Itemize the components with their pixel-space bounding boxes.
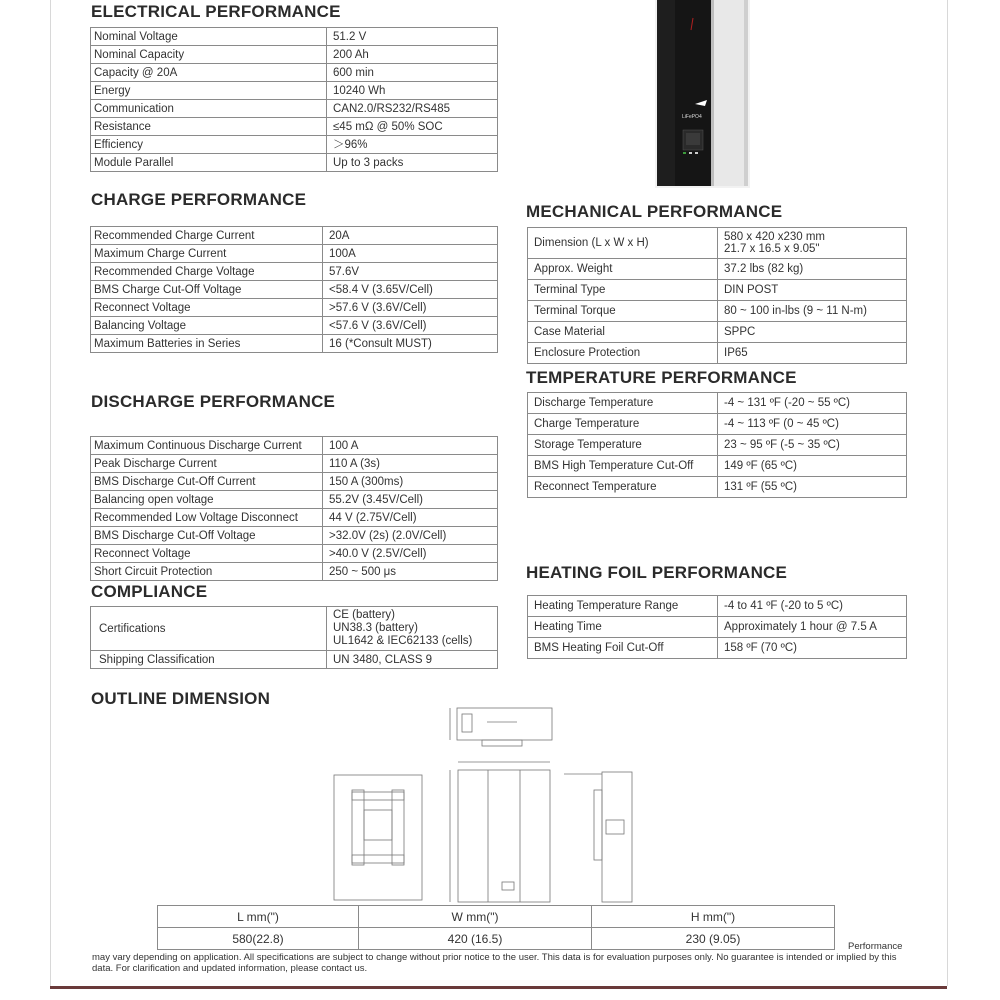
discharge-table	[90, 436, 498, 581]
spec-value: 110 A (3s)	[323, 455, 498, 473]
performance-note: Performance	[848, 941, 903, 952]
table-row	[91, 509, 498, 527]
dimension-label: Dimension (L x W x H)	[528, 228, 718, 259]
spec-label: Reconnect Voltage	[91, 545, 323, 563]
spec-label: Peak Discharge Current	[91, 455, 323, 473]
spec-value: 20A	[323, 227, 498, 245]
table-row	[528, 638, 907, 659]
table-row	[528, 596, 907, 617]
spec-value: 57.6V	[323, 263, 498, 281]
spec-value: DIN POST	[718, 280, 907, 301]
battery-product-image	[655, 0, 750, 188]
mechanical-heading: MECHANICAL PERFORMANCE	[526, 202, 783, 221]
electrical-table	[90, 27, 498, 172]
spec-label: Discharge Temperature	[528, 393, 718, 414]
temperature-heading: TEMPERATURE PERFORMANCE	[526, 368, 797, 387]
table-row	[91, 437, 498, 455]
spec-value: 600 min	[327, 64, 498, 82]
shipping-label: Shipping Classification	[91, 651, 327, 669]
table-row	[528, 456, 907, 477]
spec-label: Nominal Capacity	[91, 46, 327, 64]
spec-label: Reconnect Temperature	[528, 477, 718, 498]
spec-label: Heating Time	[528, 617, 718, 638]
table-row	[91, 281, 498, 299]
spec-label: BMS High Temperature Cut-Off	[528, 456, 718, 477]
discharge-heading: DISCHARGE PERFORMANCE	[91, 392, 336, 411]
spec-value: ≤45 mΩ @ 50% SOC	[327, 118, 498, 136]
table-row	[91, 651, 498, 669]
spec-label: Enclosure Protection	[528, 343, 718, 364]
dimension-imperial: 21.7 x 16.5 x 9.05"	[724, 243, 820, 255]
height-value: 230 (9.05)	[592, 928, 835, 950]
spec-value: <57.6 V (3.6V/Cell)	[323, 317, 498, 335]
bottom-rule	[50, 986, 947, 989]
length-value: 580(22.8)	[158, 928, 359, 950]
compliance-table	[90, 606, 498, 669]
spec-label: Terminal Torque	[528, 301, 718, 322]
spec-value: 80 ~ 100 in-lbs (9 ~ 11 N-m)	[718, 301, 907, 322]
spec-label: Resistance	[91, 118, 327, 136]
spec-label: Terminal Type	[528, 280, 718, 301]
disclaimer-text: may vary depending on application. All specifications are subject to change without prior notice to the user. This data is for evaluation purposes only. No guarantee is intended or implied by this data. For clarification and updated information, please contact us.	[92, 952, 897, 974]
outline-dimension-table	[157, 905, 835, 950]
spec-value: >57.6 V (3.6V/Cell)	[323, 299, 498, 317]
certifications-value	[327, 607, 498, 651]
table-row	[91, 136, 498, 154]
table-row	[91, 82, 498, 100]
spec-value: >32.0V (2s) (2.0V/Cell)	[323, 527, 498, 545]
spec-label: Maximum Charge Current	[91, 245, 323, 263]
charge-heading: CHARGE PERFORMANCE	[91, 190, 307, 209]
spec-label: Energy	[91, 82, 327, 100]
spec-value: -4 ~ 113 ºF (0 ~ 45 ºC)	[718, 414, 907, 435]
table-row	[528, 322, 907, 343]
outline-heading: OUTLINE DIMENSION	[91, 689, 271, 708]
table-row	[91, 317, 498, 335]
spec-label: BMS Discharge Cut-Off Current	[91, 473, 323, 491]
table-row	[91, 299, 498, 317]
spec-value: 100A	[323, 245, 498, 263]
spec-label: Case Material	[528, 322, 718, 343]
spec-label: Maximum Continuous Discharge Current	[91, 437, 323, 455]
spec-label: Charge Temperature	[528, 414, 718, 435]
spec-label: Recommended Low Voltage Disconnect	[91, 509, 323, 527]
spec-label: Capacity @ 20A	[91, 64, 327, 82]
spec-value: >40.0 V (2.5V/Cell)	[323, 545, 498, 563]
table-row	[91, 563, 498, 581]
spec-label: Heating Temperature Range	[528, 596, 718, 617]
spec-label: Storage Temperature	[528, 435, 718, 456]
table-row	[91, 245, 498, 263]
spec-label: BMS Charge Cut-Off Voltage	[91, 281, 323, 299]
product-label: LiFePO4	[682, 114, 702, 120]
spec-label: Reconnect Voltage	[91, 299, 323, 317]
certification-item: UN38.3 (battery)	[333, 622, 419, 634]
table-row	[91, 607, 498, 651]
spec-value: 149 ºF (65 ºC)	[718, 456, 907, 477]
spec-value: <58.4 V (3.65V/Cell)	[323, 281, 498, 299]
spec-value: 131 ºF (55 ºC)	[718, 477, 907, 498]
compliance-heading: COMPLIANCE	[91, 582, 208, 601]
spec-value: SPPC	[718, 322, 907, 343]
spec-label: Communication	[91, 100, 327, 118]
spec-label: Balancing open voltage	[91, 491, 323, 509]
spec-label: Short Circuit Protection	[91, 563, 323, 581]
table-row	[91, 64, 498, 82]
table-row	[528, 259, 907, 280]
spec-value: 100 A	[323, 437, 498, 455]
spec-label: Nominal Voltage	[91, 28, 327, 46]
height-header: H mm(")	[592, 906, 835, 928]
spec-label: BMS Discharge Cut-Off Voltage	[91, 527, 323, 545]
outline-dimension-drawing	[322, 700, 652, 905]
shipping-value: UN 3480, CLASS 9	[327, 651, 498, 669]
spec-value: CAN2.0/RS232/RS485	[327, 100, 498, 118]
table-row	[528, 343, 907, 364]
spec-label: Recommended Charge Voltage	[91, 263, 323, 281]
spec-value: 37.2 lbs (82 kg)	[718, 259, 907, 280]
spec-value: 44 V (2.75V/Cell)	[323, 509, 498, 527]
heating-heading: HEATING FOIL PERFORMANCE	[526, 563, 788, 582]
table-row	[91, 527, 498, 545]
heating-table	[527, 595, 907, 659]
table-row	[91, 118, 498, 136]
spec-value: 150 A (300ms)	[323, 473, 498, 491]
electrical-heading: ELECTRICAL PERFORMANCE	[91, 2, 341, 21]
spec-value: 51.2 V	[327, 28, 498, 46]
certification-item: CE (battery)	[333, 609, 395, 621]
table-row	[528, 435, 907, 456]
spec-label: Balancing Voltage	[91, 317, 323, 335]
spec-label: Approx. Weight	[528, 259, 718, 280]
table-row	[528, 477, 907, 498]
table-row	[528, 393, 907, 414]
spec-value: 16 (*Consult MUST)	[323, 335, 498, 353]
spec-label: Recommended Charge Current	[91, 227, 323, 245]
table-row	[158, 906, 835, 928]
spec-value: -4 to 41 ºF (-20 to 5 ºC)	[718, 596, 907, 617]
table-row	[91, 545, 498, 563]
spec-label: Module Parallel	[91, 154, 327, 172]
table-row	[528, 280, 907, 301]
dimension-metric: 580 x 420 x230 mm	[724, 231, 826, 243]
spec-value: 250 ~ 500 μs	[323, 563, 498, 581]
table-row	[91, 28, 498, 46]
spec-label: Efficiency	[91, 136, 327, 154]
table-row	[158, 928, 835, 950]
table-row	[91, 473, 498, 491]
spec-value: 55.2V (3.45V/Cell)	[323, 491, 498, 509]
mechanical-table	[527, 227, 907, 364]
dimension-value	[718, 228, 907, 259]
spec-value: ＞96%	[327, 136, 498, 154]
spec-value: 23 ~ 95 ºF (-5 ~ 35 ºC)	[718, 435, 907, 456]
charge-table	[90, 226, 498, 353]
table-row	[528, 617, 907, 638]
table-row	[91, 335, 498, 353]
spec-label: Maximum Batteries in Series	[91, 335, 323, 353]
spec-value: -4 ~ 131 ºF (-20 ~ 55 ºC)	[718, 393, 907, 414]
spec-value: 10240 Wh	[327, 82, 498, 100]
table-row	[91, 455, 498, 473]
table-row	[91, 154, 498, 172]
spec-value: IP65	[718, 343, 907, 364]
table-row	[91, 100, 498, 118]
spec-value: 158 ºF (70 ºC)	[718, 638, 907, 659]
table-row	[91, 491, 498, 509]
table-row	[528, 301, 907, 322]
table-row	[91, 46, 498, 64]
width-header: W mm(")	[359, 906, 592, 928]
length-header: L mm(")	[158, 906, 359, 928]
spec-value: Approximately 1 hour @ 7.5 A	[718, 617, 907, 638]
certifications-label: Certifications	[91, 607, 327, 651]
table-row	[91, 227, 498, 245]
spec-value: Up to 3 packs	[327, 154, 498, 172]
temperature-table	[527, 392, 907, 498]
width-value: 420 (16.5)	[359, 928, 592, 950]
certification-item: UL1642 & IEC62133 (cells)	[333, 635, 473, 647]
table-row	[528, 228, 907, 259]
spec-value: 200 Ah	[327, 46, 498, 64]
table-row	[91, 263, 498, 281]
spec-label: BMS Heating Foil Cut-Off	[528, 638, 718, 659]
table-row	[528, 414, 907, 435]
